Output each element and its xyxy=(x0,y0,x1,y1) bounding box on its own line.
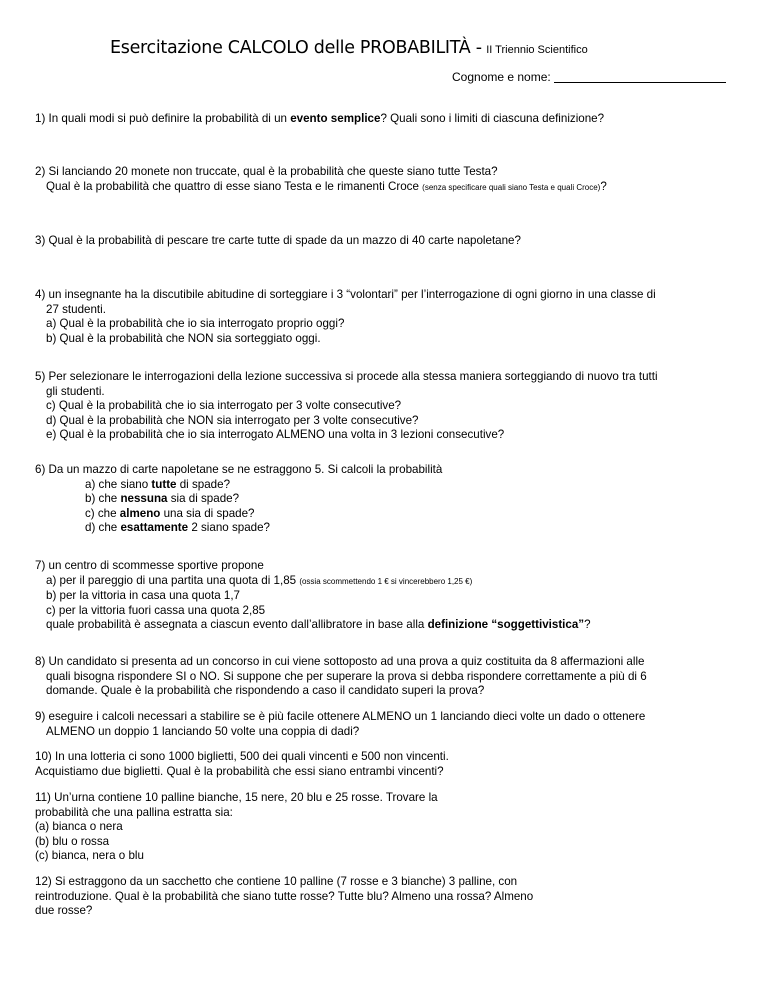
q7-item-b: b) per la vittoria in casa una quota 1,7 xyxy=(46,589,240,602)
q5-line2: gli studenti. xyxy=(46,384,105,398)
q7-item-a: a) per il pareggio di una partita una quota di 1,85 (ossia scommettendo 1 € si vincerebbero 1,25 €) xyxy=(46,573,473,587)
q8-line2: quali bisogna rispondere SI o NO. Si suppone che per superare la prova si debba rispondere correttamente a più di 6 xyxy=(46,669,647,683)
q8-line1: 8) Un candidato si presenta ad un concorso in cui viene sottoposto ad una prova a quiz costituita da 8 affermazioni alle xyxy=(35,655,645,668)
q12-line1: 12) Si estraggono da un sacchetto che contiene 10 palline (7 rosse e 3 bianche) 3 palline, con xyxy=(35,875,518,888)
q11-option-c: (c) bianca, nera o blu xyxy=(35,849,144,862)
q11-line1: 11) Un’urna contiene 10 palline bianche, 15 nere, 20 blu e 25 rosse. Trovare la xyxy=(35,791,438,804)
q5-line1: 5) Per selezionare le interrogazioni della lezione successiva si procede alla stessa maniera sorteggiando di nuovo tra tutti xyxy=(35,370,658,383)
q12-line3: due rosse? xyxy=(35,904,93,917)
question-11 xyxy=(35,791,740,864)
question-12 xyxy=(35,875,740,919)
q4-item-b: b) Qual è la probabilità che NON sia sorteggiato oggi. xyxy=(46,331,321,345)
q11-option-a: (a) bianca o nera xyxy=(35,820,123,833)
q9-line2: ALMENO un doppio 1 lanciando 50 volte una coppia di dadi? xyxy=(46,724,360,738)
q2-line2: Qual è la probabilità che quattro di esse siano Testa e le rimanenti Croce xyxy=(46,179,423,193)
q1-text: 1) In quali modi si può definire la probabilità di un xyxy=(35,112,291,125)
name-field xyxy=(452,70,726,84)
q9-line1: 9) eseguire i calcoli necessari a stabilire se è più facile ottenere ALMENO un 1 lanciando dieci volte un dado o ottenere xyxy=(35,710,646,723)
q5-item-e: e) Qual è la probabilità che io sia interrogato ALMENO una volta in 3 lezioni consecutive? xyxy=(46,428,505,441)
q8-line3: domande. Quale è la probabilità che rispondendo a caso il candidato superi la prova? xyxy=(46,684,485,697)
q4-item-a: a) Qual è la probabilità che io sia interrogato proprio oggi? xyxy=(46,317,345,330)
question-7 xyxy=(35,559,740,633)
name-blank-line xyxy=(554,70,726,83)
question-1 xyxy=(35,112,740,127)
q11-option-b: (b) blu o rossa xyxy=(35,834,110,848)
q11-line2: probabilità che una pallina estratta sia: xyxy=(35,805,233,819)
q6-item-b: b) che nessuna sia di spade? xyxy=(85,492,240,505)
q10-line1: 10) In una lotteria ci sono 1000 biglietti, 500 dei quali vincenti e 500 non vincenti. xyxy=(35,750,449,763)
q6-item-d: d) che esattamente 2 siano spade? xyxy=(85,521,270,534)
page-title xyxy=(110,38,750,58)
q3-line1: 3) Qual è la probabilità di pescare tre carte tutte di spade da un mazzo di 40 carte napoletane? xyxy=(35,234,521,247)
question-10 xyxy=(35,750,740,779)
q12-line2: reintroduzione. Qual è la probabilità che siano tutte rosse? Tutte blu? Almeno una rossa? Almeno xyxy=(35,889,534,903)
title-main: Esercitazione CALCOLO delle PROBABILITÀ - xyxy=(110,38,482,58)
question-3 xyxy=(35,234,740,249)
name-label: Cognome e nome: xyxy=(452,70,551,84)
q6-item-c: c) che almeno una sia di spade? xyxy=(85,506,255,520)
q5-item-c: c) Qual è la probabilità che io sia interrogato per 3 volte consecutive? xyxy=(46,399,402,412)
q4-line2: 27 studenti. xyxy=(46,302,106,316)
question-5 xyxy=(35,370,740,443)
q2-note: (senza specificare quali siano Testa e quali Croce) xyxy=(422,182,601,192)
title-subtitle: II Triennio Scientifico xyxy=(486,44,588,56)
question-6 xyxy=(35,463,740,536)
q2-line1: 2) Si lanciando 20 monete non truccate, qual è la probabilità che queste siano tutte Testa? xyxy=(35,165,498,178)
question-4 xyxy=(35,288,740,346)
q2-line2-end: ? xyxy=(600,179,607,193)
question-2 xyxy=(35,165,740,195)
q1-text-end: ? Quali sono i limiti di ciascuna definizione? xyxy=(380,112,605,125)
q7-conclusion: quale probabilità è assegnata a ciascun evento dall’allibratore in base alla definizione “soggettivistica”? xyxy=(46,618,591,631)
q5-item-d: d) Qual è la probabilità che NON sia interrogato per 3 volte consecutive? xyxy=(46,413,419,427)
question-9 xyxy=(35,710,740,739)
q10-line2: Acquistiamo due biglietti. Qual è la probabilità che essi siano entrambi vincenti? xyxy=(35,764,444,778)
q7-item-c: c) per la vittoria fuori cassa una quota 2,85 xyxy=(46,603,266,617)
q1-bold: evento semplice xyxy=(290,112,381,125)
question-8 xyxy=(35,655,740,699)
q4-line1: 4) un insegnante ha la discutibile abitudine di sorteggiare i 3 “volontari” per l’interrogazione di ogni giorno in una classe di xyxy=(35,288,656,301)
q6-item-a: a) che siano tutte di spade? xyxy=(85,477,231,491)
q7-line1: 7) un centro di scommesse sportive propone xyxy=(35,559,264,572)
q6-line1: 6) Da un mazzo di carte napoletane se ne estraggono 5. Si calcoli la probabilità xyxy=(35,463,443,476)
